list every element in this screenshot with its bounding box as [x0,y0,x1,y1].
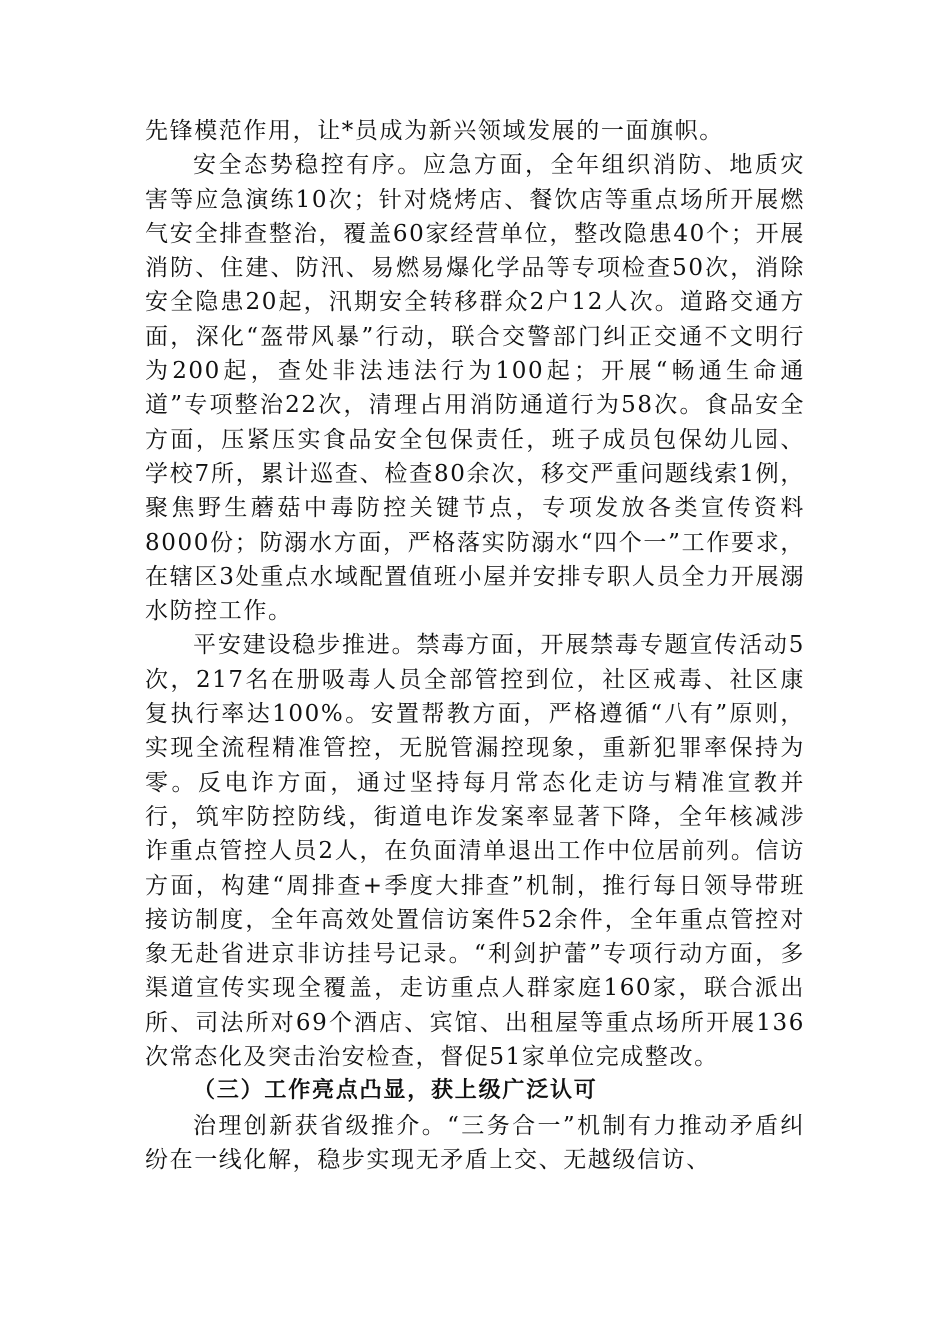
paragraph-continuation: 先锋模范作用，让*员成为新兴领域发展的一面旗帜。 [145,118,724,144]
section-heading: （三）工作亮点凸显，获上级广泛认可 [193,1078,598,1104]
document-body [145,114,805,1177]
paragraph-safety-situation: 安全态势稳控有序。应急方面，全年组织消防、地质灾害等应急演练10次；针对烧烤店、餐饮店等重点场所开展燃气安全排查整治，覆盖60家经营单位，整改隐患40个；开展消防、住建、防汛、易燃易爆化学品等专项检查50次，消除安全隐患20起，汛期安全转移群众2户12人次。道路交通方面，深化“盔带风暴”行动，联合交警部门纠正交通不文明行为200起，查处非法违法行为100起；开展“畅通生命通道”专项整治22次，清理占用消防通道行为58次。食品安全方面，压紧压实食品安全包保责任，班子成员包保幼儿园、学校7所，累计巡查、检查80余次，移交严重问题线索1例，聚焦野生蘑菇中毒防控关键节点，专项发放各类宣传资料8000份；防溺水方面，严格落实防溺水“四个一”工作要求，在辖区3处重点水域配置值班小屋并安排专职人员全力开展溺水防控工作。 [145,152,805,625]
paragraph-governance-innovation: 治理创新获省级推介。“三务合一”机制有力推动矛盾纠纷在一线化解，稳步实现无矛盾上交、无越级信访、 [145,1112,805,1173]
paragraph-peace-building: 平安建设稳步推进。禁毒方面，开展禁毒专题宣传活动5次，217名在册吸毒人员全部管控到位，社区戒毒、社区康复执行率达100%。安置帮教方面，严格遵循“八有”原则，实现全流程精准管控，无脱管漏控现象，重新犯罪率保持为零。反电诈方面，通过坚持每月常态化走访与精准宣教并行，筑牢防控防线，街道电诈发案率显著下降，全年核减涉诈重点管控人员2人，在负面清单退出工作中位居前列。信访方面，构建“周排查+季度大排查”机制，推行每日领导带班接访制度，全年高效处置信访案件52余件，全年重点管控对象无赴省进京非访挂号记录。“利剑护蕾”专项行动方面，多渠道宣传实现全覆盖，走访重点人群家庭160家，联合派出所、司法所对69个酒店、宾馆、出租屋等重点场所开展136次常态化及突击治安检查，督促51家单位完成整改。 [145,632,805,1071]
